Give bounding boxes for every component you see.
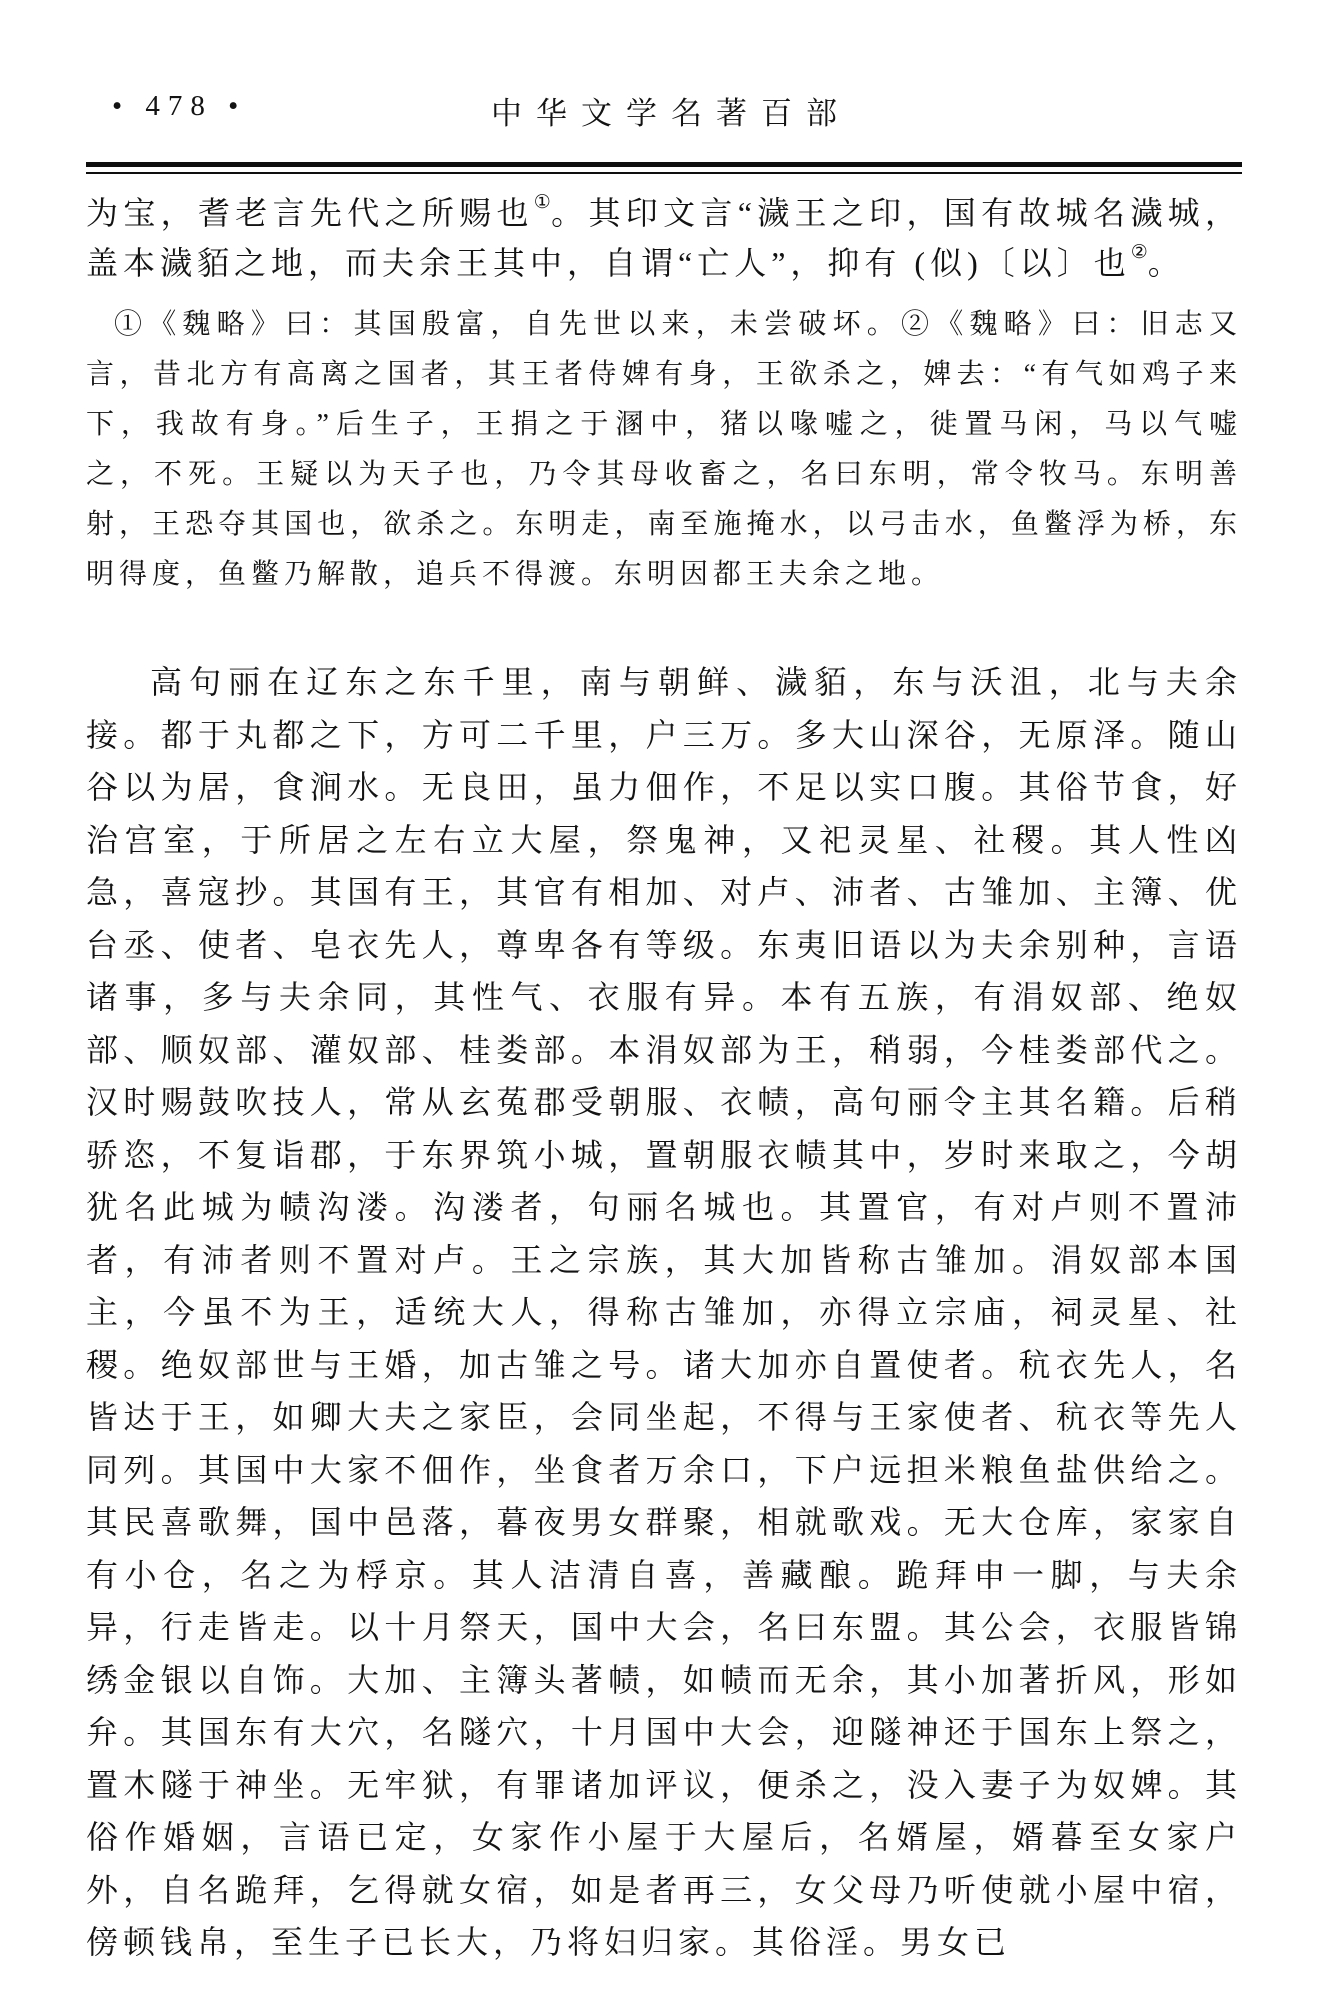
page-number: • 478 • xyxy=(112,90,247,122)
paragraph-text-segment: 为宝，耆老言先代之所赐也 xyxy=(86,195,534,231)
footnote-ref-2: ② xyxy=(1130,242,1148,264)
continued-paragraph xyxy=(86,188,1242,288)
paragraph-text-segment: 。 xyxy=(1147,245,1185,281)
main-paragraph: 高句丽在辽东之东千里，南与朝鲜、濊貊，东与沃沮，北与夫余接。都于丸都之下，方可二千里，户三万。多大山深谷，无原泽。随山谷以为居，食涧水。无良田，虽力佃作，不足以实口腹。其俗节食，好治宫室，于所居之左右立大屋，祭鬼神，又祀灵星、社稷。其人性凶急，喜寇抄。其国有王，其官有相加、对卢、沛者、古雏加、主簿、优台丞、使者、皂衣先人，尊卑各有等级。东夷旧语以为夫余别种，言语诸事，多与夫余同，其性气、衣服有异。本有五族，有涓奴部、绝奴部、顺奴部、灌奴部、桂娄部。本涓奴部为王，稍弱，今桂娄部代之。汉时赐鼓吹技人，常从玄菟郡受朝服、衣帻，高句丽令主其名籍。后稍骄恣，不复诣郡，于东界筑小城，置朝服衣帻其中，岁时来取之，今胡犹名此城为帻沟溇。沟溇者，句丽名城也。其置官，有对卢则不置沛者，有沛者则不置对卢。王之宗族，其大加皆称古雏加。涓奴部本国主，今虽不为王，适统大人，得称古雏加，亦得立宗庙，祠灵星、社稷。绝奴部世与王婚，加古雏之号。诸大加亦自置使者。秔衣先人，名皆达于王，如卿大夫之家臣，会同坐起，不得与王家使者、秔衣等先人同列。其国中大家不佃作，坐食者万余口，下户远担米粮鱼盐供给之。其民喜歌舞，国中邑落，暮夜男女群聚，相就歌戏。无大仓库，家家自有小仓，名之为桴京。其人洁清自喜，善藏酿。跪拜申一脚，与夫余异，行走皆走。以十月祭天，国中大会，名曰东盟。其公会，衣服皆锦绣金银以自饰。大加、主簿头著帻，如帻而无余，其小加著折风，形如弁。其国东有大穴，名隧穴，十月国中大会，迎隧神还于国东上祭之，置木隧于神坐。无牢狱，有罪诸加评议，便杀之，没入妻子为奴婢。其俗作婚姻，言语已定，女家作小屋于大屋后，名婿屋，婿暮至女家户外，自名跪拜，乞得就女宿，如是者再三，女父母乃听使就小屋中宿，傍顿钱帛，至生子已长大，乃将妇归家。其俗淫。男女已 xyxy=(86,664,1242,1960)
book-title: 中华文学名著百部 xyxy=(491,96,851,131)
header-rule-divider xyxy=(86,162,1242,174)
page-header xyxy=(86,88,1242,132)
footnote-ref-1: ① xyxy=(533,192,552,214)
paragraph-text-segment: 。其印文言“濊王之印，国有故城名濊城，盖本濊貊之地，而夫余王其中，自谓“亡人”，抑有 (似)〔以〕也 xyxy=(86,195,1242,281)
footnote-commentary-block: ①《魏略》曰：其国殷富，自先世以来，未尝破坏。②《魏略》曰：旧志又言，昔北方有高离之国者，其王者侍婢有身，王欲杀之，婢去：“有气如鸡子来下，我故有身。”后生子，王捐之于溷中，猪以喙嘘之，徙置马闲，马以气嘘之，不死。王疑以为天子也，乃令其母收畜之，名曰东明，常令牧马。东明善射，王恐夺其国也，欲杀之。东明走，南至施掩水，以弓击水，鱼鳖浮为桥，东明得度，鱼鳖乃解散，追兵不得渡。东明因都王夫余之地。 xyxy=(86,309,1242,590)
